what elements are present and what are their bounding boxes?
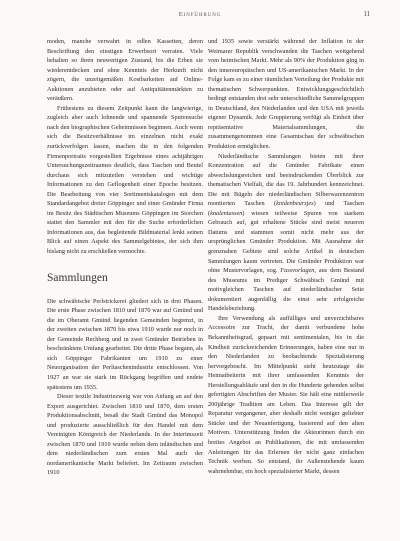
paragraph: Ihre Verwendung als auffälliges und unverzichtbares Accessoire zur Tracht, der damit verbundene hohe Bekanntheitsgrad, gepaart mit sentimentalen, bis in die Kindheit zurückreichenden Erinnerungen, haben eine nur in den Niederlanden zu beobachtende Spezialisierung hervorgebracht. Im Mittelpunkt steht heutzutage die Heimatbeiterin mit ihrer umfassenden Kenntnis der Herstellungsabläufe und den in die Hunderte gehenden selbst gefertigten Abschriften der Muster. Sie hält eine mittlerweile 200jährige Tradition am Leben. Das Interesse gilt der Reparatur vergangener, aber deshalb nicht weniger geliebter Stücke und der Neuanfertigung, basierend auf den alten Motiven. Unterstützung finden die Akteurinnen durch ein breites Angebot an Publikationen, die mit umfassenden Anleitungen für das Erlernen der nicht ganz einfachen Technik werben. So entstand, ihr Außenstehende kaum wahrnehmbar, ein hoch spezialisierter Markt, dessen — [208, 314, 364, 475]
section-heading: Sammlungen — [47, 271, 108, 284]
page-header — [0, 11, 400, 25]
text-run: ) und Taschen ( — [208, 200, 364, 217]
paragraph: Die schwäbische Perlstrickerei gliedert sich in drei Phasen. Die erste Phase zwischen 1810 und 1870 war auf Gmünd und die im Oberamt Gmünd liegenden Gemeinden begrenzt, in der zweiten zwischen 1870 bis etwa 1910 wurde nur noch in der Gemeinde Rechberg und in zwei Gmünder Betrieben in beschränktem Umfang gearbeitet. Die dritte Phase begann, als sich Göppinger Fabrikanten um 1910 zu einer Neuorganisation der Perltaschenindustrie entschlossen. Von 1927 an war sie stark im Rückgang begriffen und endete spätestens um 1935. — [47, 297, 203, 391]
left-column — [47, 37, 203, 478]
page-number: 11 — [363, 11, 370, 18]
emphasis: Fassvorlagen — [280, 267, 315, 275]
emphasis: knidenbeursjes — [276, 200, 314, 208]
text-run: Niederländische Sammlungen bieten mit ihrer Konzentration auf die Gmünder Fabrikate einen abwechslungsreichen und beeindruckenden Überblick zur thematischen Vielfalt, die das 19. Jahrhundert kennzeichnet. Die mit Bügeln der niederländischen Silberwarenzentren montierten Taschen ( — [208, 152, 364, 208]
text-run: , aus dem Bestand des Museums im Prediger Schwäbisch Gmünd mit motivgleichen Taschen auf niederländischer Seite dokumentiert augenfällig die einst sehr erfolgreiche Handelsbeziehung. — [208, 267, 365, 313]
paragraph: und 1935 sowie verstärkt während der Inflation in der Weimarer Republik verschwanden die Taschen weitgehend vom heimischen Markt. Mehr als 90% der Produktion ging in den innereuropäischen und US-amerikanischen Markt. In der Folge kam es zu einer räumlichen Verteilung der Produkte mit thematischen Schwerpunkten. Entwicklungsgeschichtlich bedingt entstanden drei sehr unterschiedliche Sammelgruppen in Deutschland, den Niederlanden und den USA mit jeweils eigener Dynamik. Jede Gruppierung verfügt als Einheit über repräsentative Materialsammlungen, die zusammengenommen eine Gesamtschau der schwäbischen Produktion ermöglichen. — [208, 38, 364, 151]
running-head: Einführung — [178, 11, 222, 18]
right-column — [208, 37, 364, 476]
text-run: ) wiesen teilweise Spuren von starkem Gebrauch auf, gut erhaltene Stücke sind meist neueren Datums und stammen somit nicht mehr aus der ursprünglichen Gmünder Produktion. Mit Ausnahme der grenznahen Gebiete sind solche Artikel in deutschen Sammlungen kaum vertreten. Die Gmünder Produktion war ohne Mustervorlagen, sog. — [208, 209, 364, 275]
paragraph: moden, manche verwahrt in edlen Kassetten, deren Beschriftung den einstigen Erwerbsort verraten. Viele behalten so ihren neuwertigen Zustand, bis die Erben sie wiederentdecken und ohne Kenntnis der Herkunft nicht zögern, die unzeitgemäßen Kostbarkeiten auf Online-Auktionen anzubieten oder auf Antiquitätenmärkten zu veräußern. — [47, 38, 203, 103]
emphasis: knalentassen — [210, 209, 243, 217]
paragraph — [208, 152, 364, 314]
paragraph: Frühestens zu diesem Zeitpunkt kann die langwierige, zugleich aber auch lohnende und spannende Spurensuche nach den biographischen Geheimnissen beginnen. Auch wenn sich die Besitzverhältnisse im einzelnen nicht exakt zurückverfolgen lassen, machen die in den folgenden Firmenportraits vorgestellten Ergebnisse eines achtjährigen Untersuchungszeitraumes deutlich, dass Taschen und Beutel durchaus sich mitzuteilen verstehen und wichtige Informationen zu den Geflogenheit einer Epoche besitzen. Die Bearbeitung von vier Sortimentskatalogen mit dem Standardangebot dreier Göppinger und einer Gmünder Firma im Besitz des Städtischen Museums Göppingen im Storchen stattet den Sammler mit den für die Suche erforderlichen Informationen aus, das begleitende Bildmaterial lenkt seinen Blick auf einen Aspekt des Sammelgebietes, der sich ihm bislang nicht zu erschließen vermochte. — [47, 104, 203, 256]
paragraph: Dieser textile Industriezweig war von Anfang an auf den Export ausgerichtet. Zwischen 1810 und 1870, dem ersten Produktionsabschnitt, besaß die Stadt Gmünd das Monopol und produzierte ausschließlich für den Handel mit dem Vereinigten Königreich der Niederlande. In der Interimszeit zwischen 1870 und 1910 wurde neben dem inländischen und dem niederländischen zum ersten Mal auch der nordamerikanische Markt beliefert. Im Zeitraum zwischen 1910 — [47, 393, 203, 477]
